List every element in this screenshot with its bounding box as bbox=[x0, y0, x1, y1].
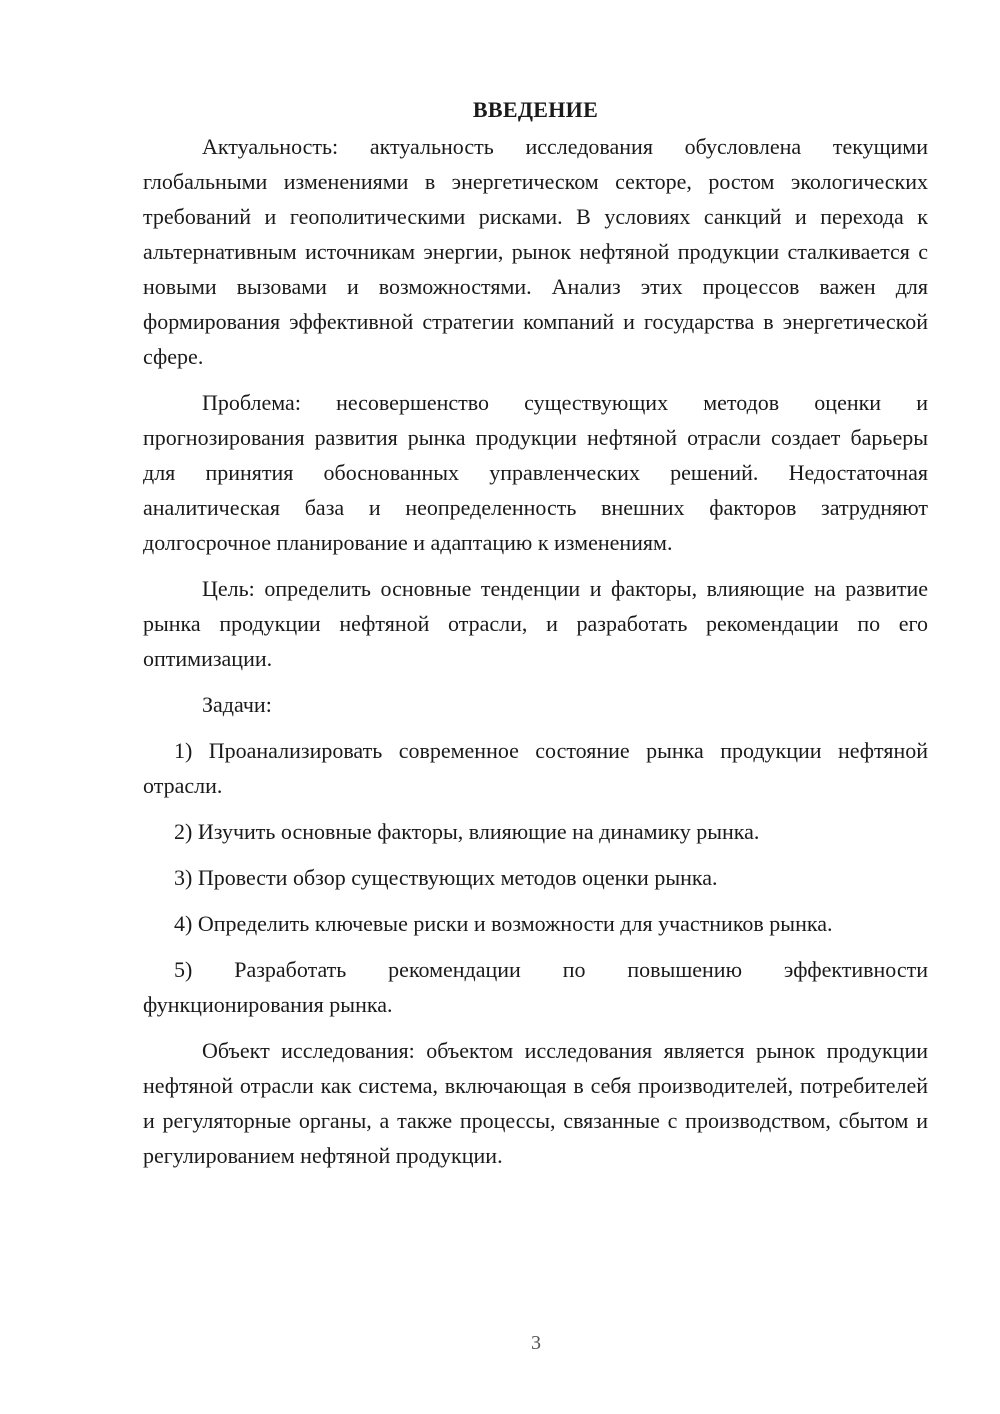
problem-paragraph: Проблема: несовершенство существующих методов оценки и прогнозирования развития рынка продукции нефтяной отрасли создает барьеры для принятия обоснованных управленческих решений. Недостаточная аналитическая база и неопределенность внешних факторов затрудняют долгосрочное планирование и адаптацию к изменениям. bbox=[143, 390, 928, 555]
document-page bbox=[143, 92, 928, 1184]
goal-paragraph: Цель: определить основные тенденции и факторы, влияющие на развитие рынка продукции нефтяной отрасли, и разработать рекомендации по его оптимизации. bbox=[143, 576, 928, 671]
page-number: 3 bbox=[531, 1332, 541, 1354]
task-item-4: 4) Определить ключевые риски и возможности для участников рынка. bbox=[174, 911, 833, 936]
task-item-1: 1) Проанализировать современное состояние рынка продукции нефтяной отрасли. bbox=[143, 738, 928, 798]
task-item-2: 2) Изучить основные факторы, влияющие на динамику рынка. bbox=[174, 819, 760, 844]
relevance-paragraph: Актуальность: актуальность исследования обусловлена текущими глобальными изменениями в энергетическом секторе, ростом экологических требований и геополитическими рисками. В условиях санкций и перехода к альтернативным источникам энергии, рынок нефтяной продукции сталкивается с новыми вызовами и возможностями. Анализ этих процессов важен для формирования эффективной стратегии компаний и государства в энергетической сфере. bbox=[143, 134, 928, 369]
task-item-5: 5) Разработать рекомендации по повышению эффективности функционирования рынка. bbox=[143, 957, 928, 1017]
object-paragraph: Объект исследования: объектом исследования является рынок продукции нефтяной отрасли как система, включающая в себя производителей, потребителей и регуляторные органы, а также процессы, связанные с производством, сбытом и регулированием нефтяной продукции. bbox=[143, 1038, 928, 1168]
tasks-label: Задачи: bbox=[202, 692, 272, 717]
task-item-3: 3) Провести обзор существующих методов оценки рынка. bbox=[174, 865, 718, 890]
page-title: ВВЕДЕНИЕ bbox=[472, 97, 599, 122]
